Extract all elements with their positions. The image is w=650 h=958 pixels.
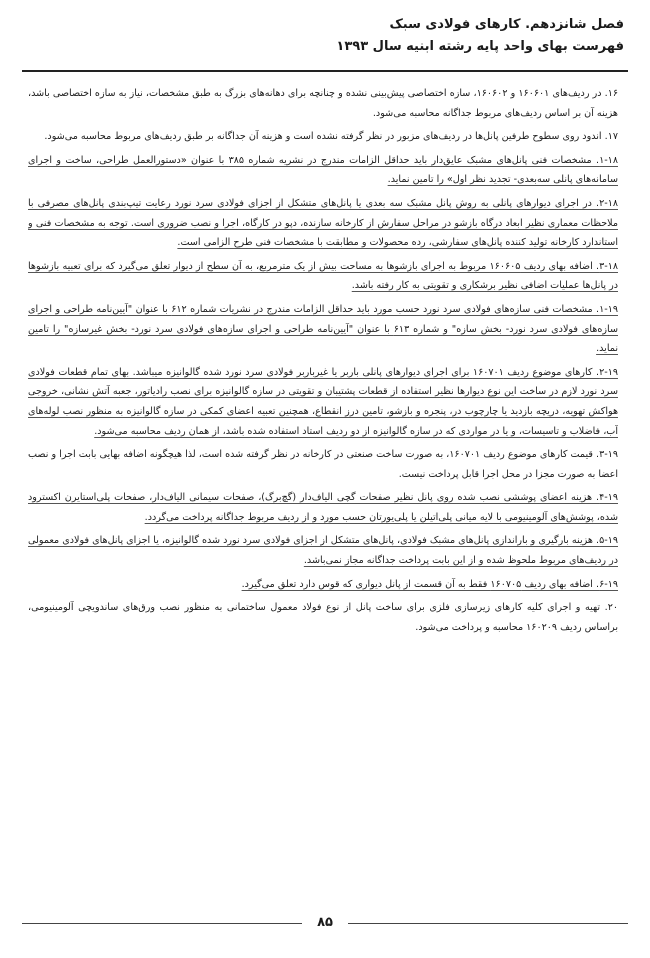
paragraph-20: ۲۰. تهیه و اجرای کلیه کارهای زیرسازی فلزی برای ساخت پانل از نوع فولاد معمول ساختمانی به منظور نصب ورق‌های ساندویچی آلومینیومی، براساس ردیف ۱۶۰۲۰۹ محاسبه و پرداخت می‌شود. bbox=[28, 602, 618, 633]
document-body bbox=[28, 84, 618, 892]
footer-rule-right bbox=[348, 923, 628, 924]
header-divider bbox=[22, 70, 628, 72]
page-subtitle: فهرست بهای واحد پایه رشته ابنیه سال ۱۳۹۳ bbox=[336, 39, 624, 54]
paragraph-19-6: ۶-۱۹. اضافه بهای ردیف ۱۶۰۷۰۵ فقط به آن قسمت از پانل دیواری که قوس دارد تعلق می‌گیرد. bbox=[241, 578, 618, 590]
paragraph-19-1: ۱-۱۹. مشخصات فنی سازه‌های فولادی سرد نورد حسب مورد باید حداقل الزامات مندرج در نشریات شماره ۶۱۲ با عنوان "آیین‌نامه طراحی و اجرای سازه‌های فولادی سرد نورد- بخش سازه" و شماره ۶۱۳ با عنوان "آیین‌نامه طراحی و اجرای سازه‌های فولادی سرد نورد- بخش غیرسازه" را تامین نماید. bbox=[28, 303, 618, 355]
paragraph-19-5: ۵-۱۹. هزینه بارگیری و باراندازی پانل‌های مشبک فولادی، پانل‌های متشکل از اجزای فولادی سرد نورد شده گالوانیزه، یا اجزای پانل‌های فولادی معمولی در ردیف‌های مربوط ملحوظ شده و از این بابت پرداخت جداگانه مجاز نمی‌باشد. bbox=[28, 535, 618, 567]
page-header bbox=[26, 14, 624, 72]
paragraph-18-2: ۲-۱۸. در اجرای دیوارهای پانلی به روش پانل مشبک سه بعدی یا پانل‌های متشکل از اجزای فولادی سرد نورد رعایت تیپ‌بندی پانل‌های مصرفی با ملاحظات معماری نظیر ابعاد درگاه بازشو در مراحل سفارش از کارخانه سازنده، دپو در کارگاه، اجرا و نصب ضروری است. توجه به مشخصات فنی و استاندارد کارخانه تولید کننده پانل‌های سفارشی، رده محصولات و مطابقت با مشخصات فنی طرح الزامی است. bbox=[28, 197, 618, 249]
page-footer bbox=[22, 912, 628, 936]
paragraph-18-3: ۳-۱۸. اضافه بهای ردیف ۱۶۰۶۰۵ مربوط به اجرای بازشوها به مساحت بیش از یک مترمربع، به آن سطح از دیوار تعلق می‌گیرد که برای تعبیه بازشوها در پانل‌ها عملیات اضافی نظیر برشکاری و تقویتی به کار رفته باشد. bbox=[28, 260, 618, 292]
paragraph-18-1: ۱-۱۸. مشخصات فنی پانل‌های مشبک عایق‌دار باید حداقل الزامات مندرج در نشریه شماره ۳۸۵ با عنوان «دستورالعمل طراحی، ساخت و اجرای سامانه‌های پانلی سه‌بعدی- تجدید نظر اول» را تامین نماید. bbox=[28, 154, 618, 186]
page-number: ۸۵ bbox=[317, 915, 333, 930]
paragraph-19-2: ۲-۱۹. کارهای موضوع ردیف ۱۶۰۷۰۱ برای اجرای دیوارهای پانلی باربر یا غیرباربر فولادی سرد نورد شده گالوانیزه میباشد. بهای تمام قطعات فولادی سرد نورد لازم در ساخت این نوع دیوارها نظیر استفاده از قطعات پشتیبان و تقویتی در سازه گالوانیزه برای نصب رادیاتور، جعبه آتش نشانی، خروجی هواکش تهویه، دریچه بازدید یا چارچوب در، پنجره و بازشو، تامین درز انقطاع، همچنین تعبیه اعضای کمکی در سازه گالوانیزه به منظور نصب لوله‌های آب، فاضلاب و تاسیسات، و یا در مواردی که در سازه گالوانیزه از دو ردیف استاد استفاده شده باشد، از همان ردیف محاسبه می‌شود. bbox=[28, 366, 618, 437]
footer-rule-left bbox=[22, 923, 302, 924]
paragraph-19-4: ۴-۱۹. هزینه اعضای پوششی نصب شده روی پانل نظیر صفحات گچی الیاف‌دار (گچ‌برگ)، صفحات سیمانی الیاف‌دار، صفحات پلی‌استایرن اکسترود شده، پوشش‌های آلومینیومی با لایه میانی پلی‌اتیلن یا پلی‌یورتان حسب مورد و از ردیف مربوط جداگانه پرداخت می‌گردد. bbox=[28, 492, 618, 523]
paragraph-19-3: ۳-۱۹. قیمت کارهای موضوع ردیف ۱۶۰۷۰۱، به صورت ساخت صنعتی در کارخانه در نظر گرفته شده است، لذا هیچگونه اضافه بهایی بابت اجرا و نصب اعضا به صورت مجزا در محل اجرا قابل پرداخت نیست. bbox=[28, 449, 618, 480]
paragraph-17: ۱۷. اندود روی سطوح طرفین پانل‌ها در ردیف‌های مزبور در نظر گرفته نشده است و هزینه آن جداگانه بر طبق ردیف‌های مربوط محاسبه می‌شود. bbox=[44, 131, 618, 143]
paragraph-16: ۱۶. در ردیف‌های ۱۶۰۶۰۱ و ۱۶۰۶۰۲، سازه اختصاصی پیش‌بینی نشده و چنانچه برای دهانه‌های بزرگ به طبق مشخصات، نیاز به سازه اختصاصی باشد، هزینه آن بر اساس ردیف‌های مربوط جداگانه محاسبه می‌شود. bbox=[28, 88, 618, 119]
chapter-title: فصل شانزدهم. کارهای فولادی سبک bbox=[389, 17, 624, 32]
